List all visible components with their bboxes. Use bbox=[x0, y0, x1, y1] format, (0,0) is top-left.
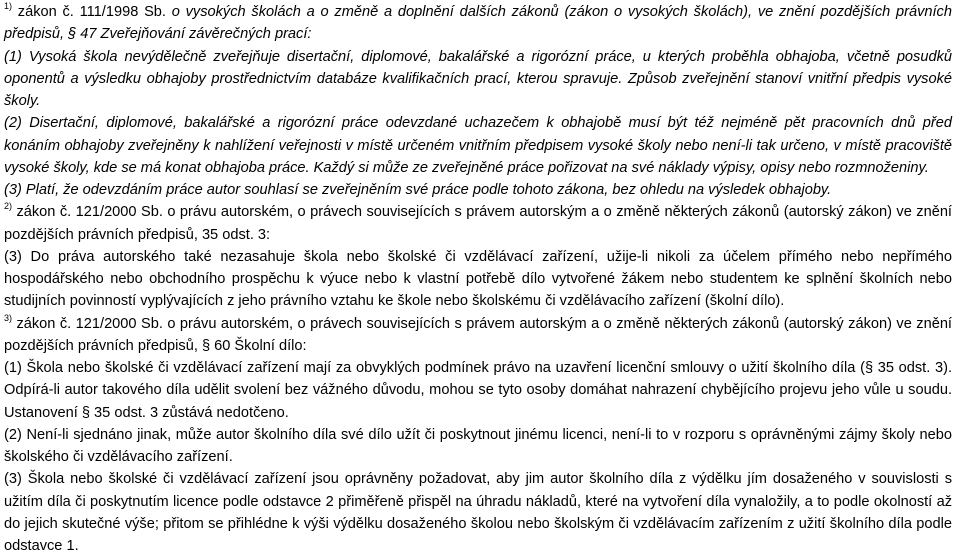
footnote-paragraph: (3) Škola nebo školské či vzdělávací zařízení jsou oprávněny požadovat, aby jim autor školního díla z výdělku jím dosaženého v souvislosti s užitím díla či poskytnutím licence podle odstavce 2 přiměřeně přispěl na úhradu nákladů, které na vytvoření díla vynaložily, a to podle okolností až do jejich skutečné výše; přitom se přihlédne k výši výdělku dosaženého školou nebo školským či vzdělávacím zařízením z užití školního díla podle odstavce 1. bbox=[4, 468, 952, 557]
footnote-paragraph: (3) Platí, že odevzdáním práce autor souhlasí se zveřejněním své práce podle tohoto zákona, bez ohledu na výsledek obhajoby. bbox=[4, 179, 952, 201]
footnote-paragraph: (1) Škola nebo školské či vzdělávací zařízení mají za obvyklých podmínek právo na uzavření licenční smlouvy o užití školního díla (§ 35 odst. 3). Odpírá-li autor takového díla udělit svolení bez vážného důvodu, mohou se tyto osoby domáhat nahrazení chybějícího projevu jeho vůle u soudu. Ustanovení § 35 odst. 3 zůstává nedotčeno. bbox=[4, 357, 952, 424]
footnote-3 bbox=[4, 313, 952, 557]
law-reference: zákon č. 111/1998 Sb. bbox=[18, 4, 166, 20]
law-reference: zákon č. 121/2000 Sb. bbox=[16, 204, 162, 220]
footnote-text: o vysokých školách a o změně a doplnění dalších zákonů (zákon o vysokých školách), ve znění pozdějších právních předpisů, § 47 Zveřejňování závěrečných prací: bbox=[4, 4, 952, 42]
law-reference: zákon č. 121/2000 Sb. bbox=[16, 316, 162, 332]
footnote-paragraph: (2) Není-li sjednáno jinak, může autor školního díla své dílo užít či poskytnout jinému licenci, není-li to v rozporu s oprávněnými zájmy školy nebo školského či vzdělávacího zařízení. bbox=[4, 424, 952, 469]
footnote-text: o právu autorském, o právech souvisejících s právem autorským a o změně některých zákonů (autorský zákon) ve znění pozdějších právních předpisů, § 60 Školní dílo: bbox=[4, 316, 952, 354]
footnote-paragraph: (3) Do práva autorského také nezasahuje škola nebo školské či vzdělávací zařízení, užije-li nikoli za účelem přímého nebo nepřímého hospodářského nebo obchodního prospěchu k výuce nebo k vlastní potřebě dílo vytvořené žákem nebo studentem ke splnění školních nebo studijních povinností vyplývajících z jeho právního vztahu ke škole nebo školskému či vzdělávacího zařízení (školní dílo). bbox=[4, 246, 952, 313]
footnote-paragraph: (1) Vysoká škola nevýdělečně zveřejňuje disertační, diplomové, bakalářské a rigorózní práce, u kterých proběhla obhajoba, včetně posudků oponentů a výsledku obhajoby prostřednictvím databáze kvalifikačních prací, kterou spravuje. Způsob zveřejnění stanoví vnitřní předpis vysoké školy. bbox=[4, 46, 952, 113]
footnote-paragraph: (2) Disertační, diplomové, bakalářské a rigorózní práce odevzdané uchazečem k obhajobě musí být též nejméně pět pracovních dnů před konáním obhajoby zveřejněny k nahlížení veřejnosti v místě určeném vnitřním předpisem vysoké školy nebo není-li tak určeno, v místě pracoviště vysoké školy, kde se má konat obhajoba práce. Každý si může ze zveřejněné práce pořizovat na své náklady výpisy, opisy nebo rozmnoženiny. bbox=[4, 112, 952, 179]
footnote-1 bbox=[4, 1, 952, 201]
footnote-2-intro bbox=[4, 201, 952, 246]
footnote-marker: 3) bbox=[4, 313, 12, 323]
footnote-1-intro bbox=[4, 1, 952, 46]
footnote-2 bbox=[4, 201, 952, 312]
footnote-3-intro bbox=[4, 313, 952, 358]
footnote-marker: 1) bbox=[4, 1, 12, 11]
footnote-marker: 2) bbox=[4, 201, 12, 211]
footnote-text: o právu autorském, o právech souvisejících s právem autorským a o změně některých zákonů (autorský zákon) ve znění pozdějších právních předpisů, 35 odst. 3: bbox=[4, 204, 952, 242]
